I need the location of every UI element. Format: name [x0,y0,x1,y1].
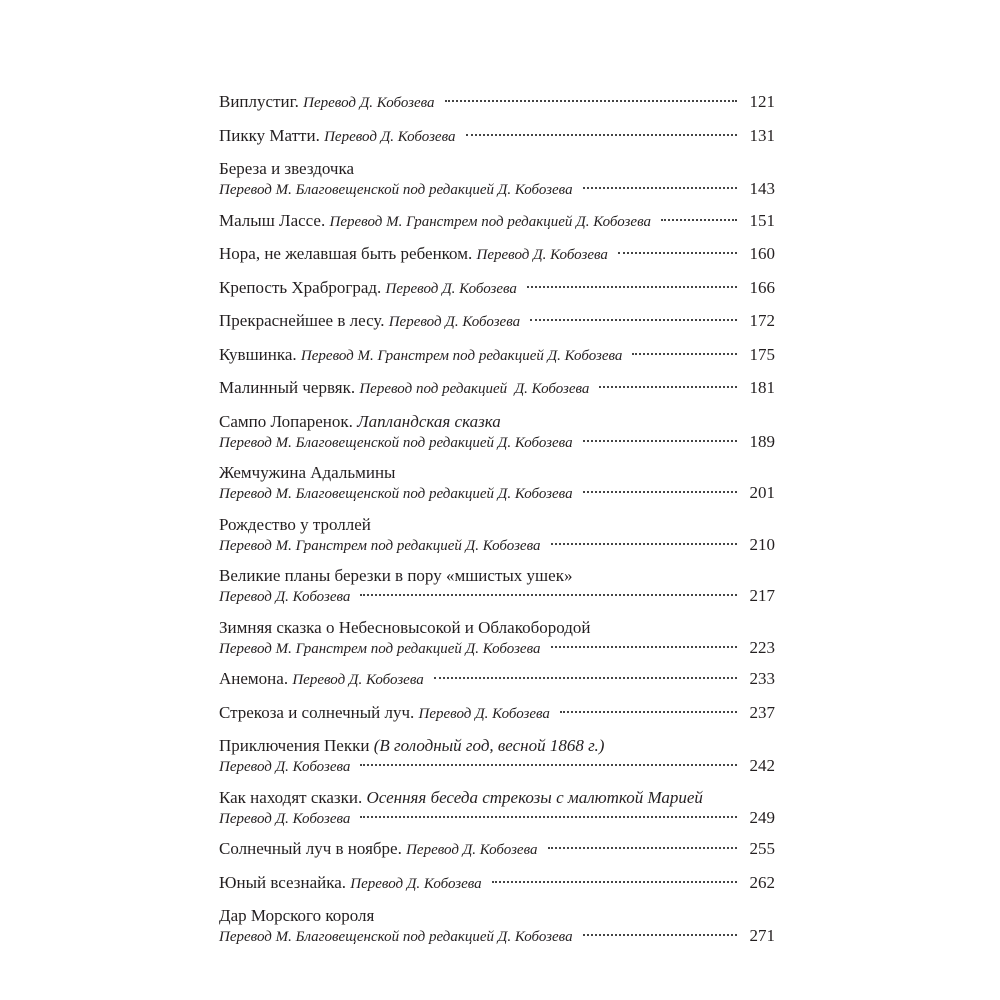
entry-page-number: 249 [749,807,775,827]
entry-page-number: 121 [749,92,775,111]
entry-translator: Перевод Д. Кобозева [219,759,351,775]
entry-title: Зимняя сказка о Небесновысокой и Облакобородой [219,617,591,637]
toc-entry [219,412,775,453]
entry-translator: Перевод М. Благовещенской под редакцией Д. Кобозева [219,486,573,502]
toc-title-line [219,736,775,756]
toc-entry [219,378,775,399]
table-of-contents [219,92,775,958]
entry-title: Рождество у троллей [219,514,371,534]
toc-entry [219,839,775,860]
dot-leader [583,934,737,936]
entry-translator: Перевод М. Гранстрем под редакцией Д. Кобозева [219,537,541,554]
entry-translator: Перевод Д. Кобозева [418,705,550,722]
entry-translator: Перевод Д. Кобозева [219,810,351,827]
toc-line [219,926,775,947]
entry-subtitle: (В голодный год, весной 1868 г.) [373,736,605,755]
toc-line [219,92,775,113]
toc-line [219,586,775,607]
toc-title-line [219,159,775,179]
toc-entry [219,669,775,690]
entry-translator: Перевод М. Благовещенской под редакцией Д. Кобозева [219,929,573,945]
dot-leader [434,677,737,679]
toc-title-line [219,906,775,926]
toc-entry [219,278,775,299]
entry-title: Стрекоза и солнечный луч. [219,702,415,722]
toc-line [219,179,775,200]
dot-leader [632,353,737,355]
toc-line [219,669,775,690]
toc-entry [219,566,775,607]
entry-translator: Перевод Д. Кобозева [324,128,456,145]
entry-translator: Перевод Д. Кобозева [385,280,517,297]
dot-leader [551,543,738,545]
toc-line [219,278,775,299]
dot-leader [548,847,738,849]
toc-line [219,211,775,232]
dot-leader [492,881,737,883]
toc-title-line [219,412,775,432]
toc-title-line [219,618,775,638]
entry-title: Крепость Храброград. [219,277,382,297]
toc-line [219,378,775,399]
entry-translator: Перевод Д. Кобозева [292,672,424,688]
toc-line [219,638,775,659]
toc-line [219,703,775,724]
dot-leader [583,187,737,189]
toc-line [219,244,775,265]
entry-title: Малыш Лассе. [219,210,326,230]
entry-page-number: 237 [749,702,775,722]
entry-title: Анемона. [219,669,289,688]
entry-title: Великие планы березки в пору «мшистых ушек» [219,566,573,585]
toc-line [219,873,775,894]
toc-entry [219,92,775,113]
entry-page-number: 175 [749,344,775,364]
toc-entry [219,906,775,947]
entry-page-number: 189 [749,431,775,451]
toc-entry [219,703,775,724]
dot-leader [599,386,737,388]
entry-title: Виплустиг. [219,92,299,111]
toc-entry [219,463,775,504]
toc-entry [219,126,775,147]
entry-subtitle: Осенняя беседа стрекозы с малюткой Марией [366,787,703,807]
toc-entry [219,311,775,332]
entry-page-number: 255 [749,839,775,858]
entry-title: Нора, не желавшая быть ребенком. [219,244,473,263]
toc-line [219,839,775,860]
entry-translator: Перевод М. Гранстрем под редакцией Д. Кобозева [329,213,651,230]
entry-translator: Перевод под редакцией Д. Кобозева [359,381,590,397]
toc-line [219,808,775,829]
entry-subtitle: Лапландская сказка [357,411,501,431]
entry-page-number: 242 [749,756,775,775]
entry-title: Пикку Матти. [219,125,320,145]
toc-entry [219,618,775,659]
entry-title: Жемчужина Адальмины [219,463,396,482]
entry-title: Кувшинка. [219,344,297,364]
dot-leader [583,491,737,493]
dot-leader [527,286,737,288]
entry-title: Прекраснейшее в лесу. [219,311,385,330]
entry-page-number: 166 [749,277,775,297]
entry-title: Юный всезнайка. [219,872,347,892]
toc-entry [219,211,775,232]
entry-page-number: 271 [749,926,775,945]
entry-translator: Перевод М. Гранстрем под редакцией Д. Кобозева [219,640,541,657]
entry-page-number: 151 [749,210,775,230]
entry-page-number: 262 [749,872,775,892]
toc-title-line [219,788,775,808]
toc-entry [219,244,775,265]
entry-page-number: 210 [749,534,775,554]
entry-page-number: 233 [749,669,775,688]
entry-page-number: 201 [749,483,775,502]
entry-title: Малинный червяк. [219,378,356,397]
toc-line [219,535,775,556]
toc-entry [219,159,775,200]
toc-entry [219,345,775,366]
entry-title: Береза и звездочка [219,159,355,178]
entry-page-number: 172 [749,311,775,330]
dot-leader [530,319,737,321]
entry-translator: Перевод Д. Кобозева [388,314,521,330]
entry-translator: Перевод Д. Кобозева [219,589,351,605]
entry-page-number: 223 [749,637,775,657]
dot-leader [618,252,737,254]
dot-leader [466,134,738,136]
entry-translator: Перевод Д. Кобозева [350,875,482,892]
toc-line [219,345,775,366]
entry-page-number: 143 [749,179,775,198]
dot-leader [551,646,738,648]
entry-title: Дар Морского короля [219,906,375,925]
toc-entry [219,873,775,894]
entry-translator: Перевод М. Благовещенской под редакцией Д. Кобозева [219,182,573,198]
entry-translator: Перевод Д. Кобозева [406,842,538,858]
entry-page-number: 217 [749,586,775,605]
toc-title-line [219,463,775,483]
entry-title: Приключения Пекки [219,736,370,755]
entry-title: Сампо Лопаренок. [219,411,353,431]
dot-leader [445,100,737,102]
toc-entry [219,736,775,777]
entry-translator: Перевод Д. Кобозева [303,95,435,111]
dot-leader [661,219,737,221]
toc-line [219,311,775,332]
entry-title: Солнечный луч в ноябре. [219,839,402,858]
toc-line [219,483,775,504]
toc-entry [219,515,775,556]
entry-title: Как находят сказки. [219,787,363,807]
entry-translator: Перевод М. Гранстрем под редакцией Д. Кобозева [300,347,623,364]
dot-leader [360,764,737,766]
entry-page-number: 131 [749,125,775,145]
toc-entry [219,788,775,829]
dot-leader [583,440,737,442]
entry-translator: Перевод М. Благовещенской под редакцией Д. Кобозева [219,434,573,451]
entry-translator: Перевод Д. Кобозева [476,247,608,263]
entry-page-number: 160 [749,244,775,263]
dot-leader [560,711,737,713]
toc-line [219,126,775,147]
dot-leader [360,594,737,596]
toc-line [219,432,775,453]
entry-page-number: 181 [749,378,775,397]
toc-title-line [219,566,775,586]
toc-title-line [219,515,775,535]
toc-line [219,756,775,777]
dot-leader [360,816,737,818]
